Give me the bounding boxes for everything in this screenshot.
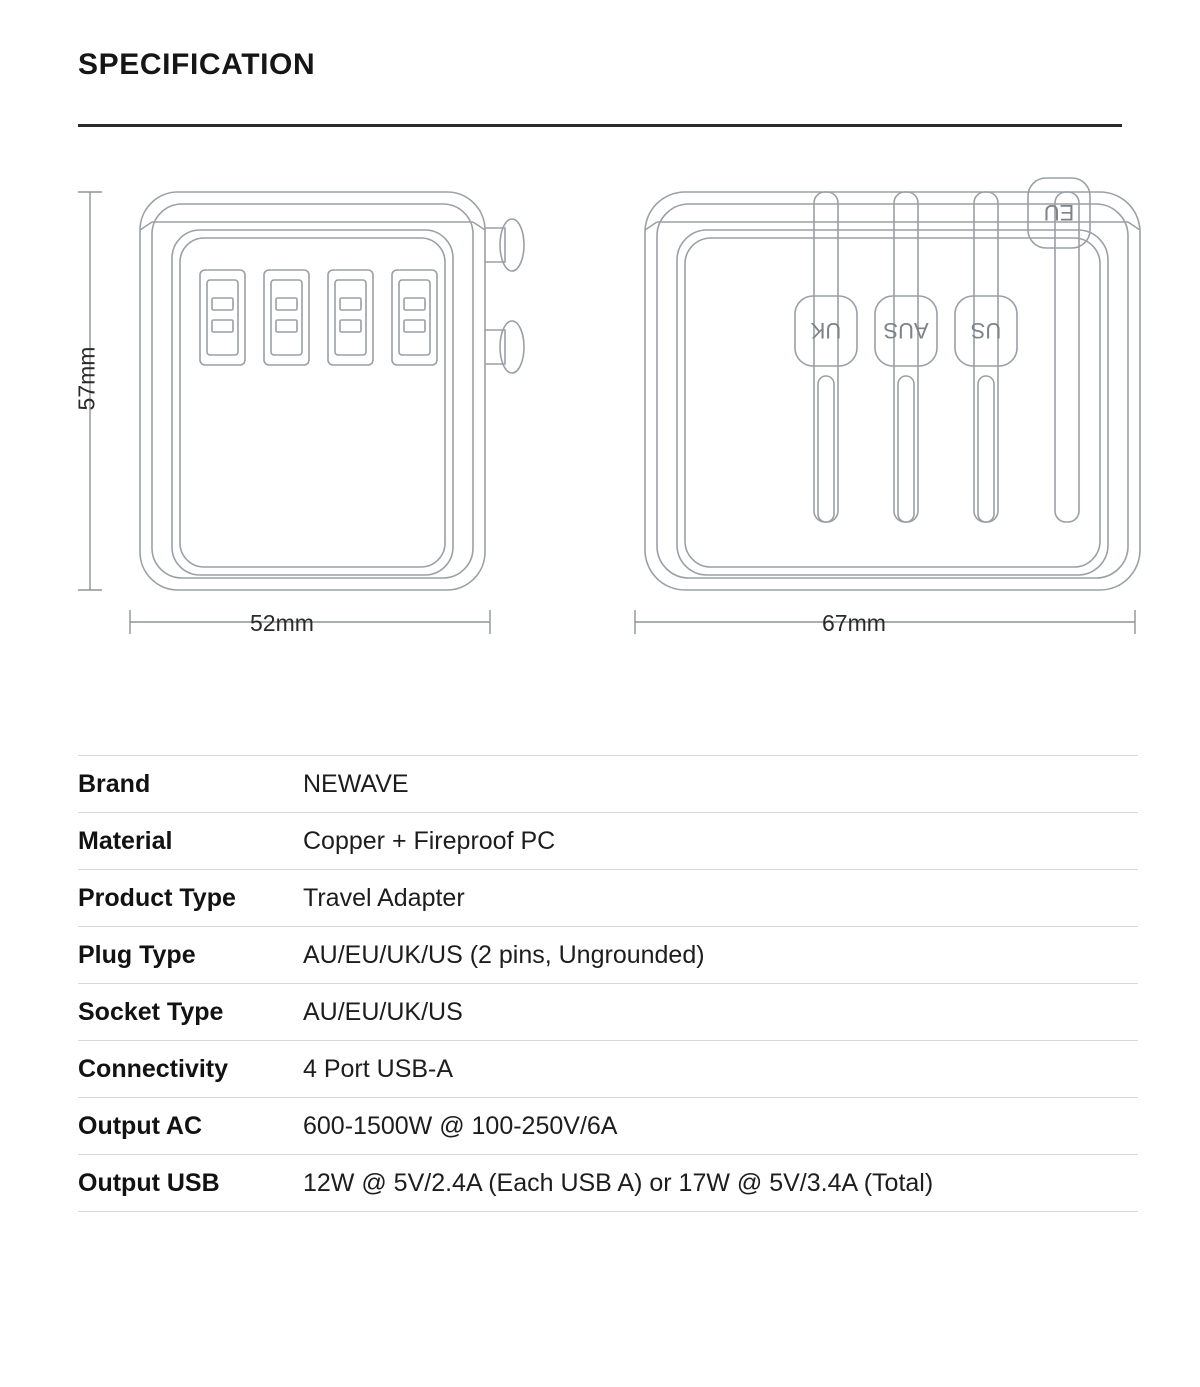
- table-row: [78, 1155, 1138, 1212]
- spec-value: 600-1500W @ 100-250V/6A: [303, 1112, 618, 1140]
- plug-tab-label-uk: UK: [810, 318, 842, 343]
- table-row: [78, 870, 1138, 927]
- spec-key: Connectivity: [78, 1055, 229, 1083]
- product-dimension-diagram: [60, 170, 1160, 670]
- spec-key: Brand: [78, 770, 151, 798]
- table-row: [78, 927, 1138, 984]
- diagram-svg: [60, 170, 1160, 670]
- spec-value: AU/EU/UK/US: [303, 998, 463, 1026]
- plug-tab-label-eu: EU: [1043, 200, 1075, 225]
- spec-value: Travel Adapter: [303, 884, 465, 912]
- spec-key: Socket Type: [78, 998, 224, 1026]
- title-divider: [78, 124, 1122, 127]
- spec-value: NEWAVE: [303, 770, 409, 798]
- table-row: [78, 813, 1138, 870]
- specification-table: [78, 755, 1138, 1212]
- dimension-width-side-label: 67mm: [822, 610, 886, 636]
- spec-key: Product Type: [78, 884, 236, 912]
- spec-key: Output USB: [78, 1169, 220, 1197]
- table-row: [78, 984, 1138, 1041]
- spec-key: Material: [78, 827, 173, 855]
- spec-key: Output AC: [78, 1112, 203, 1140]
- spec-value: AU/EU/UK/US (2 pins, Ungrounded): [303, 941, 705, 969]
- dimension-width-front-label: 52mm: [250, 610, 314, 636]
- dimension-height-label: 57mm: [73, 346, 100, 411]
- table-row: [78, 756, 1138, 813]
- table-row: [78, 1041, 1138, 1098]
- spec-key: Plug Type: [78, 941, 196, 969]
- plug-tab-label-aus: AUS: [883, 318, 929, 343]
- spec-value: 4 Port USB-A: [303, 1055, 454, 1083]
- spec-value: 12W @ 5V/2.4A (Each USB A) or 17W @ 5V/3.4A (Total): [303, 1169, 934, 1197]
- page-title: SPECIFICATION: [78, 48, 316, 81]
- table-row: [78, 1098, 1138, 1155]
- plug-tab-label-us: US: [970, 318, 1002, 343]
- spec-value: Copper + Fireproof PC: [303, 827, 556, 855]
